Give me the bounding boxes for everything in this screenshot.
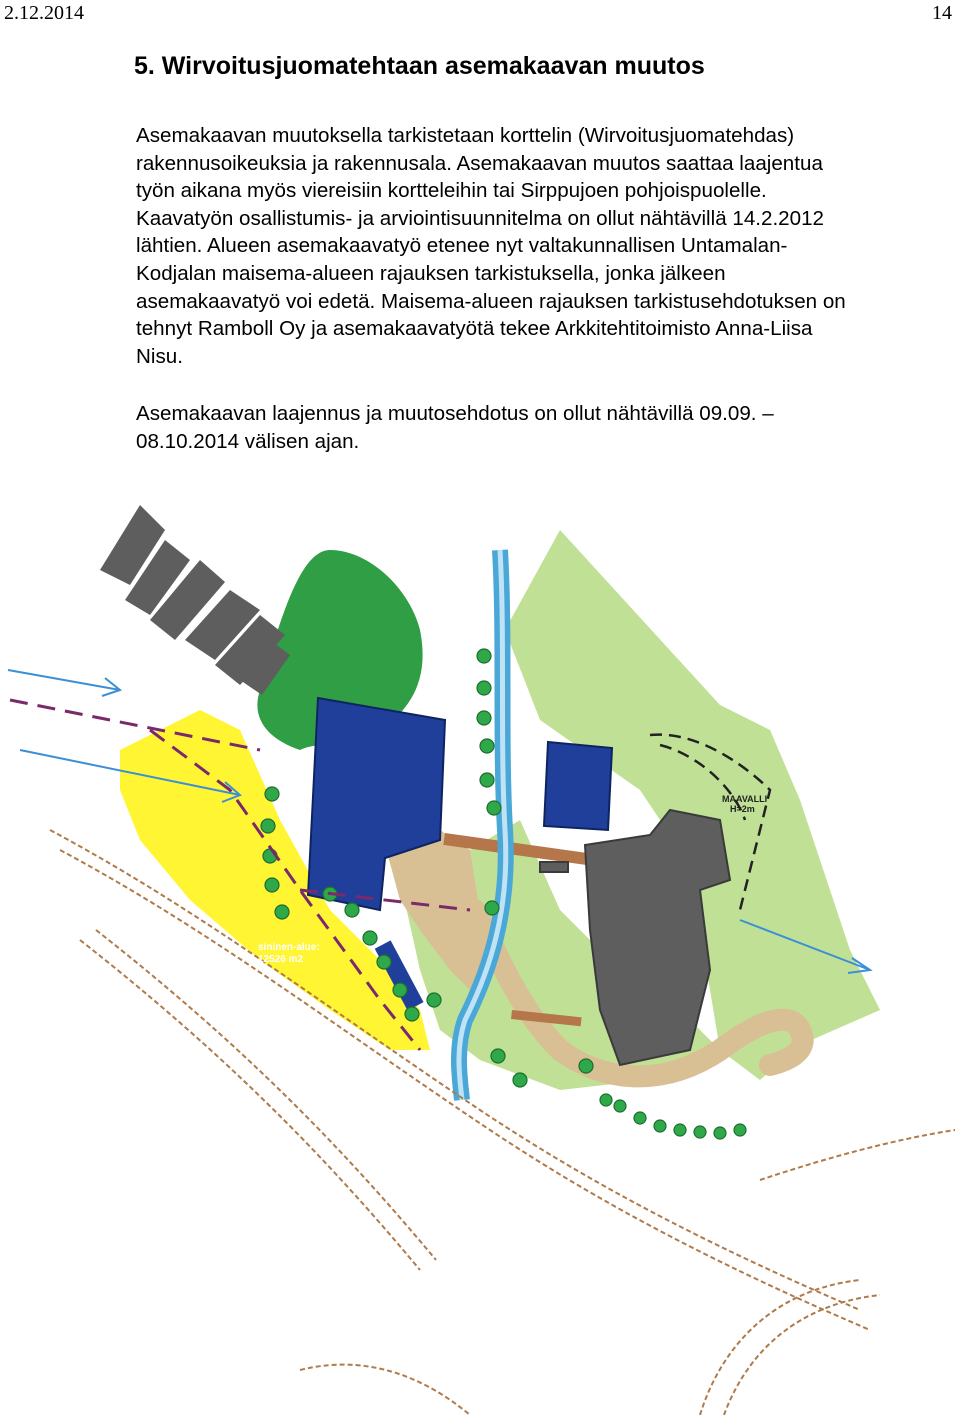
paragraph-line: 08.10.2014 välisen ajan. <box>136 429 360 453</box>
paragraph-line: Asemakaavan muutoksella tarkistetaan korttelin (Wirvoitusjuomatehdas) <box>136 124 795 147</box>
paragraph-line: Kaavatyön osallistumis- ja arviointisuunnitelma on ollut nähtävillä 14.2.2012 <box>136 206 825 230</box>
wall-label: H=2m <box>730 804 755 814</box>
paragraph-line: Kodjalan maisema-alueen rajauksen tarkistuksella, jonka jälkeen <box>136 261 726 285</box>
paragraph-line: asemakaavatyö voi edetä. Maisema-alueen rajauksen tarkistusehdotuksen on <box>136 289 846 313</box>
section-title: 5. Wirvoitusjuomatehtaan asemakaavan muutos <box>134 52 705 80</box>
wall-label: MAAVALLI <box>722 794 768 804</box>
paragraph-display-period <box>136 400 956 455</box>
blue-building-small <box>544 742 612 830</box>
paragraph-line: Asemakaavan laajennus ja muutosehdotus on ollut nähtävillä 09.09. – <box>136 402 774 425</box>
paragraph-intro <box>136 122 956 370</box>
header-date: 2.12.2014 <box>4 2 84 24</box>
area-label: 12526 m2 <box>258 954 304 965</box>
grey-buildings-north <box>100 505 290 695</box>
paragraph-line: Nisu. <box>136 344 183 368</box>
paragraph-line: työn aikana myös viereisiin kortteleihin tai Sirppujoen pohjoispuolelle. <box>136 179 767 203</box>
page-number: 14 <box>932 2 952 24</box>
site-plan-map <box>0 490 960 1415</box>
paragraph-line: rakennusoikeuksia ja rakennusala. Asemakaavan muutos saattaa laajentua <box>136 151 823 175</box>
paragraph-line: lähtien. Alueen asemakaavatyö etenee nyt valtakunnallisen Untamalan- <box>136 234 788 258</box>
paragraph-line: tehnyt Ramboll Oy ja asemakaavatyötä tekee Arkkitehtitoimisto Anna-Liisa <box>136 317 813 341</box>
area-label: sininen-alue: <box>258 942 320 953</box>
